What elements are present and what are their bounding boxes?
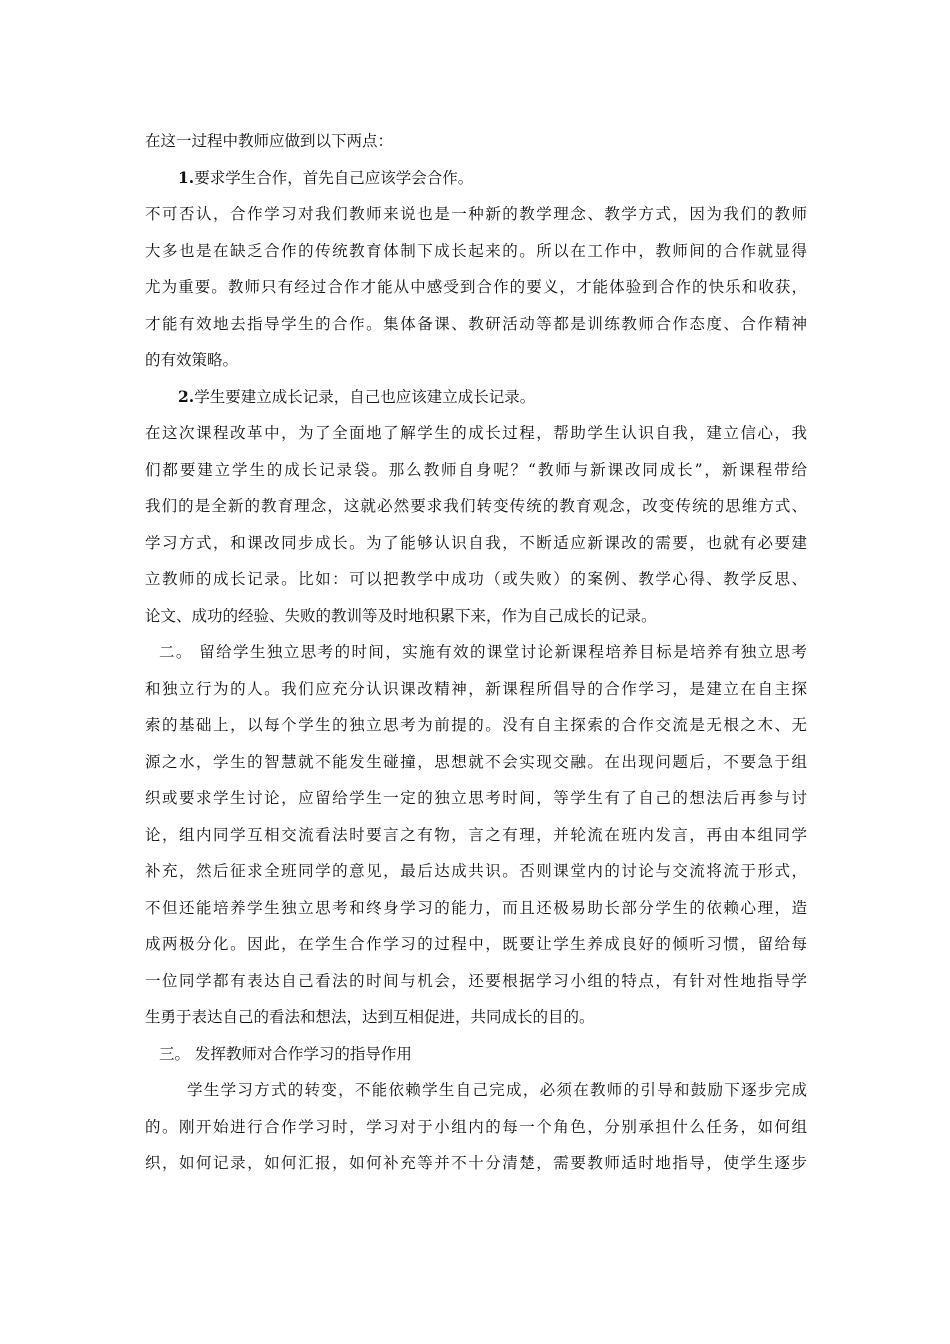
text-line (145, 1072, 807, 1109)
line-text: 在这一过程中教师应做到以下两点： (145, 132, 394, 150)
line-text: 学生要建立成长记录，自己也应该建立成长记录。 (194, 387, 536, 406)
line-text: 三。 发挥教师对合作学习的指导作用 (159, 1044, 412, 1063)
line-text: 在这次课程改革中，为了全面地了解学生的成长过程，帮助学生认识自我，建立信心，我 (145, 424, 807, 442)
text-line (145, 963, 807, 1000)
line-text: 立教师的成长记录。比如：可以把教学中成功（或失败）的案例、教学心得、教学反思、 (145, 570, 807, 588)
text-line (145, 1109, 807, 1146)
text-line (145, 926, 807, 963)
line-text: 索的基础上，以每个学生的独立思考为前提的。没有自主探索的合作交流是无根之木、无 (145, 716, 807, 734)
text-line (145, 999, 807, 1036)
text-line (145, 634, 807, 671)
line-text: 的。刚开始进行合作学习时，学习对于小组内的每一个角色，分别承担什么任务，如何组 (145, 1117, 807, 1136)
text-line (145, 561, 807, 598)
text-line (145, 525, 807, 562)
text-line (145, 1145, 807, 1182)
text-line (145, 196, 807, 233)
text-line (145, 342, 807, 379)
line-text: 织或要求学生讨论，应留给学生一定的独立思考时间，等学生有了自己的想法后再参与讨 (145, 789, 807, 807)
text-line (145, 671, 807, 708)
list-number: 1. (178, 167, 195, 187)
text-line (145, 123, 807, 160)
line-text: 们都要建立学生的成长记录袋。那么教师自身呢？“教师与新课改同成长”，新课程带给 (145, 460, 807, 479)
line-text: 的有效策略。 (145, 351, 239, 369)
text-line (145, 488, 807, 525)
line-text: 尤为重要。教师只有经过合作才能从中感受到合作的要义，才能体验到合作的快乐和收获， (145, 278, 807, 296)
line-text: 补充，然后征求全班同学的意见，最后达成共识。否则课堂内的讨论与交流将流于形式， (145, 862, 807, 880)
line-text: 论文、成功的经验、失败的教训等及时地积累下来，作为自己成长的记录。 (145, 606, 657, 625)
line-text: 学生学习方式的转变，不能依赖学生自己完成，必须在教师的引导和鼓励下逐步完成 (187, 1081, 807, 1099)
text-line (145, 598, 807, 635)
text-line (145, 269, 807, 306)
document-body (145, 123, 807, 1182)
text-line (145, 415, 807, 452)
line-text: 源之水，学生的智慧就不能发生碰撞，思想就不会实现交融。在出现问题后，不要急于组 (145, 752, 807, 771)
text-line (145, 306, 807, 343)
line-text: 大多也是在缺乏合作的传统教育体制下成长起来的。所以在工作中，教师间的合作就显得 (145, 241, 807, 260)
text-line (145, 160, 807, 197)
line-text: 和独立行为的人。我们应充分认识课改精神，新课程所倡导的合作学习，是建立在自主探 (145, 679, 807, 698)
line-text: 学习方式，和课改同步成长。为了能够认识自我，不断适应新课改的需要，也就有必要建 (145, 533, 807, 552)
list-number: 2. (178, 386, 195, 406)
line-text: 二。 留给学生独立思考的时间，实施有效的课堂讨论新课程培养目标是培养有独立思考 (159, 643, 807, 661)
line-text: 要求学生合作，首先自己应该学会合作。 (194, 168, 474, 187)
line-text: 一位同学都有表达自己看法的时间与机会，还要根据学习小组的特点，有针对性地指导学 (145, 971, 807, 990)
text-line (145, 1036, 807, 1073)
line-text: 论，组内同学互相交流看法时要言之有物，言之有理，并轮流在班内发言，再由本组同学 (145, 825, 807, 844)
line-text: 才能有效地去指导学生的合作。集体备课、教研活动等都是训练教师合作态度、合作精神 (145, 314, 807, 333)
text-line (145, 233, 807, 270)
line-text: 织，如何记录，如何汇报，如何补充等并不十分清楚，需要教师适时地指导，使学生逐步 (145, 1154, 807, 1172)
line-text: 生勇于表达自己的看法和想法，达到互相促进，共同成长的目的。 (145, 1008, 595, 1026)
line-text: 不但还能培养学生独立思考和终身学习的能力，而且还极易助长部分学生的依赖心理，造 (145, 898, 807, 917)
text-line (145, 780, 807, 817)
text-line (145, 379, 807, 416)
text-line (145, 707, 807, 744)
line-text: 成两极分化。因此，在学生合作学习的过程中，既要让学生养成良好的倾听习惯，留给每 (145, 935, 807, 953)
text-line (145, 853, 807, 890)
text-line (145, 817, 807, 854)
text-line (145, 744, 807, 781)
text-line (145, 452, 807, 489)
line-text: 不可否认，合作学习对我们教师来说也是一种新的教学理念、教学方式，因为我们的教师 (145, 205, 807, 223)
text-line (145, 890, 807, 927)
line-text: 我们的是全新的教育理念，这就必然要求我们转变传统的教育观念，改变传统的思维方式、 (145, 497, 807, 515)
